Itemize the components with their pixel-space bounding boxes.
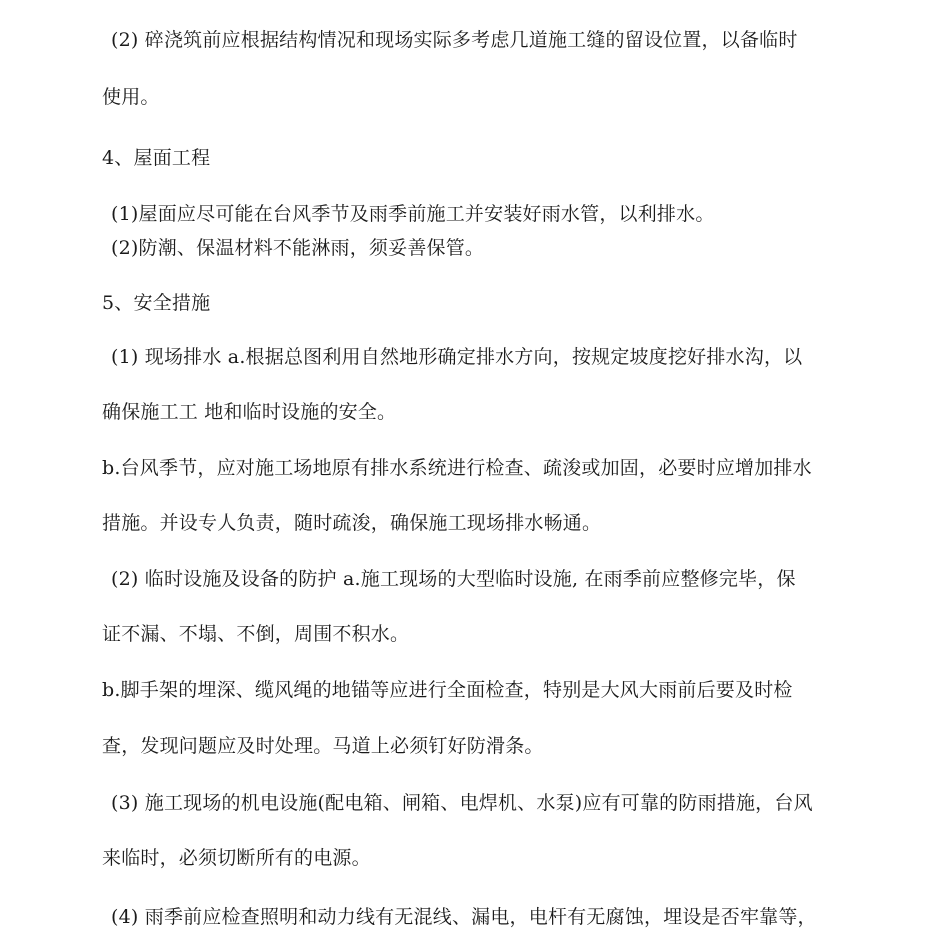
section-heading: 4、屋面工程 [102, 147, 211, 169]
section-heading: 5、安全措施 [102, 292, 211, 314]
paragraph-line: (2) 碎浇筑前应根据结构情况和现场实际多考虑几道施工缝的留设位置，以备临时 [111, 29, 798, 51]
paragraph-line: b.脚手架的埋深、缆风绳的地锚等应进行全面检查，特别是大风大雨前后要及时检 [102, 679, 793, 701]
paragraph-line: (1)屋面应尽可能在台风季节及雨季前施工并安装好雨水管，以利排水。 [111, 203, 715, 225]
paragraph-line: 措施。并设专人负责，随时疏浚，确保施工现场排水畅通。 [102, 512, 602, 534]
paragraph-line: 查，发现问题应及时处理。马道上必须钉好防滑条。 [102, 735, 544, 757]
paragraph-line: 来临时，必须切断所有的电源。 [102, 847, 371, 869]
paragraph-line: (2) 临时设施及设备的防护 a.施工现场的大型临时设施, 在雨季前应整修完毕，保 [111, 568, 796, 590]
paragraph-line: 确保施工工 地和临时设施的安全。 [102, 401, 397, 423]
paragraph-line: 证不漏、不塌、不倒，周围不积水。 [102, 623, 410, 645]
paragraph-line: (3) 施工现场的机电设施(配电箱、闸箱、电焊机、水泵)应有可靠的防雨措施，台风 [111, 792, 813, 814]
paragraph-line: b.台风季节，应对施工场地原有排水系统进行检查、疏浚或加固，必要时应增加排水 [102, 457, 812, 479]
paragraph-line: 使用。 [102, 86, 160, 108]
paragraph-line: (4) 雨季前应检查照明和动力线有无混线、漏电，电杆有无腐蚀，埋设是否牢靠等， [111, 906, 817, 928]
paragraph-line: (2)防潮、保温材料不能淋雨，须妥善保管。 [111, 237, 485, 259]
paragraph-line: (1) 现场排水 a.根据总图利用自然地形确定排水方向，按规定坡度挖好排水沟，以 [111, 346, 803, 368]
